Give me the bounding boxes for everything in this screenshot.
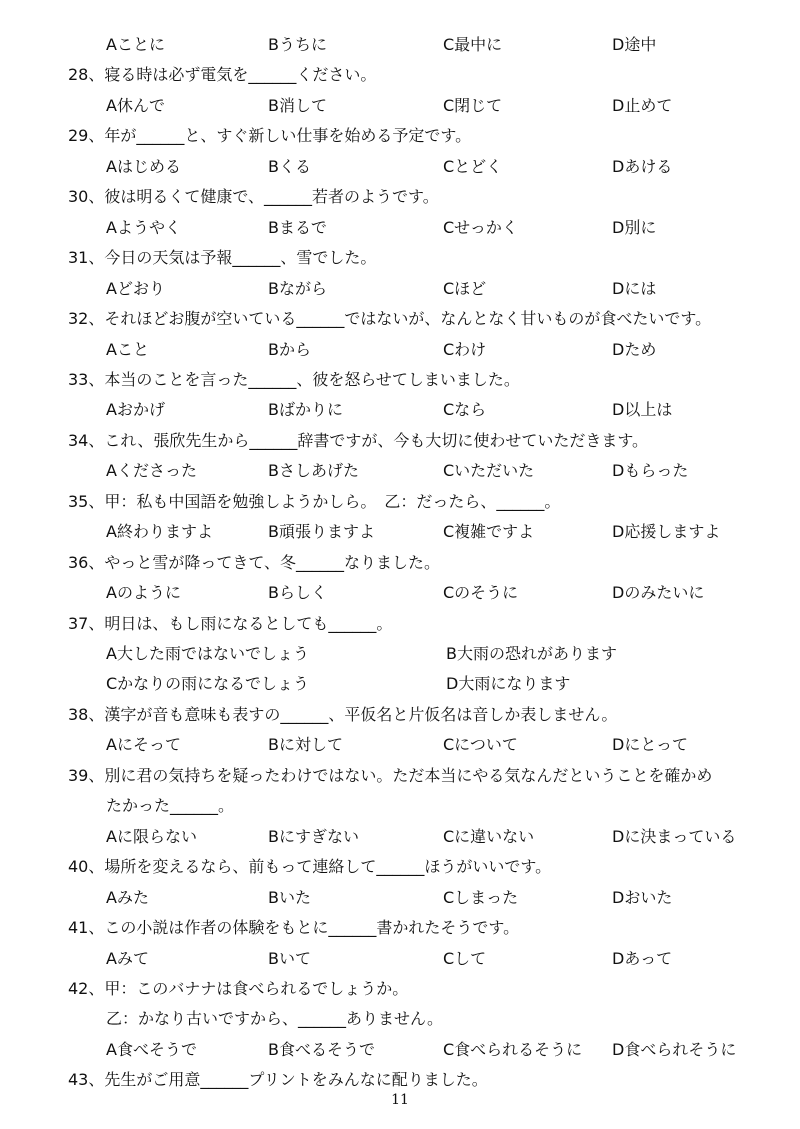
answer-option: Cなら <box>443 400 487 419</box>
answer-option: Aこと <box>106 340 149 359</box>
answer-option: D以上は <box>612 400 673 419</box>
answer-option: Cしまった <box>443 888 519 907</box>
question-text: 41、この小説は作者の体験をもとに______書かれたそうです。 <box>68 918 520 937</box>
answer-option: Bから <box>268 340 311 359</box>
options-row <box>0 823 800 851</box>
options-row <box>0 640 800 668</box>
question-text: 33、本当のことを言った______、彼を怒らせてしまいました。 <box>68 370 520 389</box>
answer-option: Aみた <box>106 888 149 907</box>
answer-option: Cいただいた <box>443 461 535 480</box>
answer-option: Dもらった <box>612 461 689 480</box>
answer-option: Cとどく <box>443 157 503 176</box>
answer-option: D別に <box>612 218 657 237</box>
answer-option: Aみて <box>106 949 149 968</box>
options-row <box>0 214 800 242</box>
question-text: 39、別に君の気持ちを疑ったわけではない。ただ本当にやる気なんだということを確かめ <box>68 766 713 785</box>
answer-option: Aようやく <box>106 218 181 237</box>
question-text: 42、甲：このバナナは食べられるでしょうか。 <box>68 979 409 998</box>
answer-option: Dのみたいに <box>612 583 705 602</box>
question-text: 28、寝る時は必ず電気を______ください。 <box>68 65 377 84</box>
question-text: 29、年が______と、すぐ新しい仕事を始める予定です。 <box>68 126 472 145</box>
answer-option: Cかなりの雨になるでしょう <box>106 674 310 693</box>
answer-option: Bにすぎない <box>268 827 359 846</box>
answer-option: Cわけ <box>443 340 487 359</box>
question-text: 35、甲：私も中国語を勉強しようかしら。 乙：だったら、______。 <box>68 492 561 511</box>
options-row <box>0 579 800 607</box>
options-row <box>0 884 800 912</box>
answer-option: Cのそうに <box>443 583 519 602</box>
answer-option: D食べられそうに <box>612 1040 737 1059</box>
options-row <box>0 336 800 364</box>
answer-option: A終わりますよ <box>106 522 213 541</box>
options-row <box>0 92 800 120</box>
answer-option: Aどおり <box>106 279 165 298</box>
answer-option: Aおかげ <box>106 400 165 419</box>
answer-option: Bながら <box>268 279 327 298</box>
answer-option: Aはじめる <box>106 157 181 176</box>
options-row <box>0 518 800 546</box>
answer-option: C閉じて <box>443 96 503 115</box>
answer-option: Bに対して <box>268 735 343 754</box>
answer-option: Aくださった <box>106 461 197 480</box>
answer-option: B食べるそうで <box>268 1040 375 1059</box>
answer-option: Bいた <box>268 888 311 907</box>
options-row <box>0 731 800 759</box>
answer-option: Bさしあげた <box>268 461 359 480</box>
answer-option: B頑張りますよ <box>268 522 375 541</box>
answer-option: B消して <box>268 96 327 115</box>
answer-option: Bばかりに <box>268 400 343 419</box>
answer-option: Dあって <box>612 949 673 968</box>
answer-option: A大した雨ではないでしょう <box>106 644 309 663</box>
question-text: 43、先生がご用意______プリントをみんなに配りました。 <box>68 1070 488 1089</box>
answer-option: Cして <box>443 949 487 968</box>
answer-option: Cに違いない <box>443 827 535 846</box>
options-row <box>0 457 800 485</box>
options-row <box>0 396 800 424</box>
question-text: 37、明日は、もし雨になるとしても______。 <box>68 614 393 633</box>
question-text: 36、やっと雪が降ってきて、冬______なりました。 <box>68 553 441 572</box>
answer-option: A食べそうで <box>106 1040 197 1059</box>
options-row <box>0 275 800 303</box>
options-row <box>0 670 800 698</box>
answer-option: C最中に <box>443 35 503 54</box>
question-text: 31、今日の天気は予報______、雪でした。 <box>68 248 377 267</box>
answer-option: D大雨になります <box>446 674 571 693</box>
answer-option: Aに限らない <box>106 827 197 846</box>
answer-option: C食べられるそうに <box>443 1040 583 1059</box>
page-number: 11 <box>391 1092 409 1108</box>
question-text: 40、場所を変えるなら、前もって連絡して______ほうがいいです。 <box>68 857 552 876</box>
answer-option: Bらしく <box>268 583 327 602</box>
question-text: 30、彼は明るくて健康で、______若者のようです。 <box>68 187 439 206</box>
options-row <box>0 1036 800 1064</box>
answer-option: D止めて <box>612 96 673 115</box>
answer-option: D途中 <box>612 35 657 54</box>
answer-option: C複雑ですよ <box>443 522 535 541</box>
answer-option: Bまるで <box>268 218 327 237</box>
question-continuation: たかった______。 <box>106 796 235 815</box>
answer-option: Cせっかく <box>443 218 518 237</box>
question-text: 38、漢字が音も意味も表すの______、平仮名と片仮名は音しか表しません。 <box>68 705 618 724</box>
answer-option: Dあける <box>612 157 673 176</box>
answer-option: Dおいた <box>612 888 673 907</box>
answer-option: B大雨の恐れがあります <box>446 644 617 663</box>
answer-option: Aにそって <box>106 735 181 754</box>
answer-option: Aことに <box>106 35 165 54</box>
options-row <box>0 945 800 973</box>
options-row <box>0 153 800 181</box>
answer-option: Dため <box>612 340 657 359</box>
question-text: 32、それほどお腹が空いている______ではないが、なんとなく甘いものが食べたいです。 <box>68 309 712 328</box>
question-text: 34、これ、張欣先生から______辞書ですが、今も大切に使わせていただきます。 <box>68 431 649 450</box>
answer-option: A休んで <box>106 96 165 115</box>
answer-option: Cについて <box>443 735 518 754</box>
answer-option: Cほど <box>443 279 487 298</box>
answer-option: Dにとって <box>612 735 689 754</box>
answer-option: Bうちに <box>268 35 327 54</box>
answer-option: D応援しますよ <box>612 522 721 541</box>
options-row <box>0 31 800 59</box>
answer-option: Aのように <box>106 583 181 602</box>
answer-option: Dに決まっている <box>612 827 737 846</box>
answer-option: Bいて <box>268 949 311 968</box>
question-continuation: 乙：かなり古いですから、______ありません。 <box>106 1009 443 1028</box>
answer-option: Dには <box>612 279 657 298</box>
answer-option: Bくる <box>268 157 311 176</box>
